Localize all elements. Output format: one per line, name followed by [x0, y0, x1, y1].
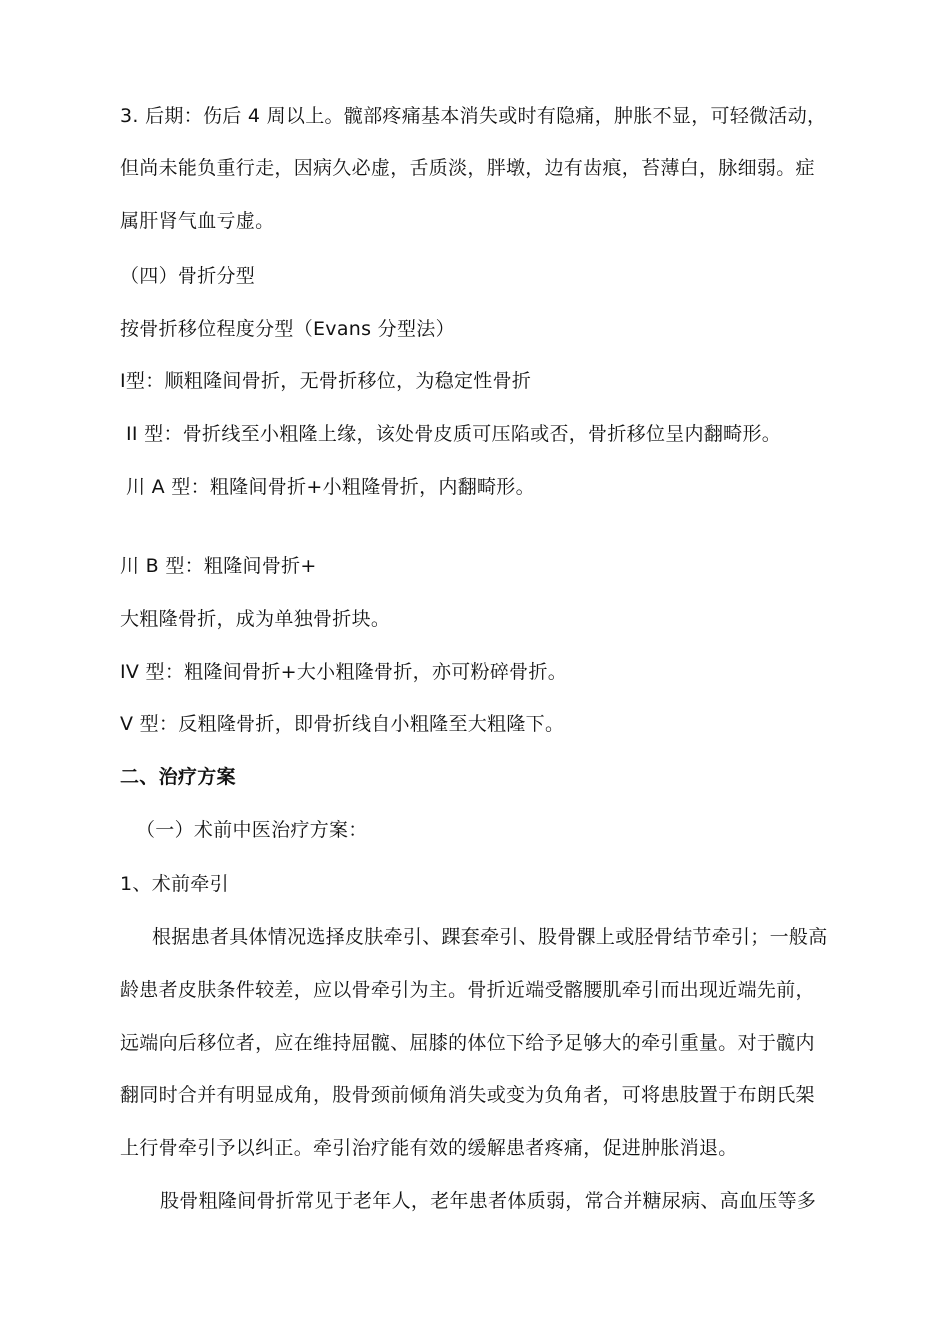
later-stage-line-2: 但尚未能负重行走，因病久必虚，舌质淡，胖墩，边有齿痕，苔薄白，脉细弱。症 — [120, 157, 815, 179]
type-5-line: V 型：反粗隆骨折，即骨折线自小粗隆至大粗隆下。 — [120, 713, 565, 735]
type-1-line: Ⅰ型：顺粗隆间骨折，无骨折移位，为稳定性骨折 — [120, 370, 532, 392]
treatment-subheading: （一）术前中医治疗方案： — [136, 819, 368, 841]
paragraph-1-line-1: 根据患者具体情况选择皮肤牵引、踝套牵引、股骨髁上或胫骨结节牵引；一般高 — [152, 926, 828, 948]
type-3b-line-2: 大粗隆骨折，成为单独骨折块。 — [120, 608, 391, 630]
classification-heading: （四）骨折分型 — [120, 265, 256, 287]
paragraph-1-line-3: 远端向后移位者，应在维持屈髋、屈膝的体位下给予足够大的牵引重量。对于髋内 — [120, 1032, 815, 1054]
paragraph-1-line-5: 上行骨牵引予以纠正。牵引治疗能有效的缓解患者疼痛，促进肿胀消退。 — [120, 1137, 738, 1159]
type-3a-line: 川 A 型：粗隆间骨折+小粗隆骨折，内翻畸形。 — [126, 476, 535, 498]
type-3b-line-1: 川 B 型：粗隆间骨折+ — [120, 555, 317, 577]
later-stage-line-3: 属肝肾气血亏虚。 — [120, 210, 275, 232]
type-4-line: IV 型：粗隆间骨折+大小粗隆骨折，亦可粉碎骨折。 — [120, 661, 568, 683]
paragraph-1-line-2: 龄患者皮肤条件较差，应以骨牵引为主。骨折近端受髂腰肌牵引而出现近端先前， — [120, 979, 815, 1001]
preop-traction-title: 1、术前牵引 — [120, 873, 229, 895]
classification-method: 按骨折移位程度分型（Evans 分型法） — [120, 318, 455, 340]
treatment-heading: 二、治疗方案 — [120, 766, 236, 788]
later-stage-line-1: 3. 后期：伤后 4 周以上。髋部疼痛基本消失或时有隐痛，肿胀不显，可轻微活动， — [120, 105, 827, 127]
paragraph-1-line-4: 翻同时合并有明显成角，股骨颈前倾角消失或变为负角者，可将患肢置于布朗氏架 — [120, 1084, 815, 1106]
type-2-line: II 型：骨折线至小粗隆上缘，该处骨皮质可压陷或否，骨折移位呈内翻畸形。 — [126, 423, 782, 445]
paragraph-2-line-1: 股骨粗隆间骨折常见于老年人，老年患者体质弱，常合并糖尿病、高血压等多 — [160, 1190, 817, 1212]
